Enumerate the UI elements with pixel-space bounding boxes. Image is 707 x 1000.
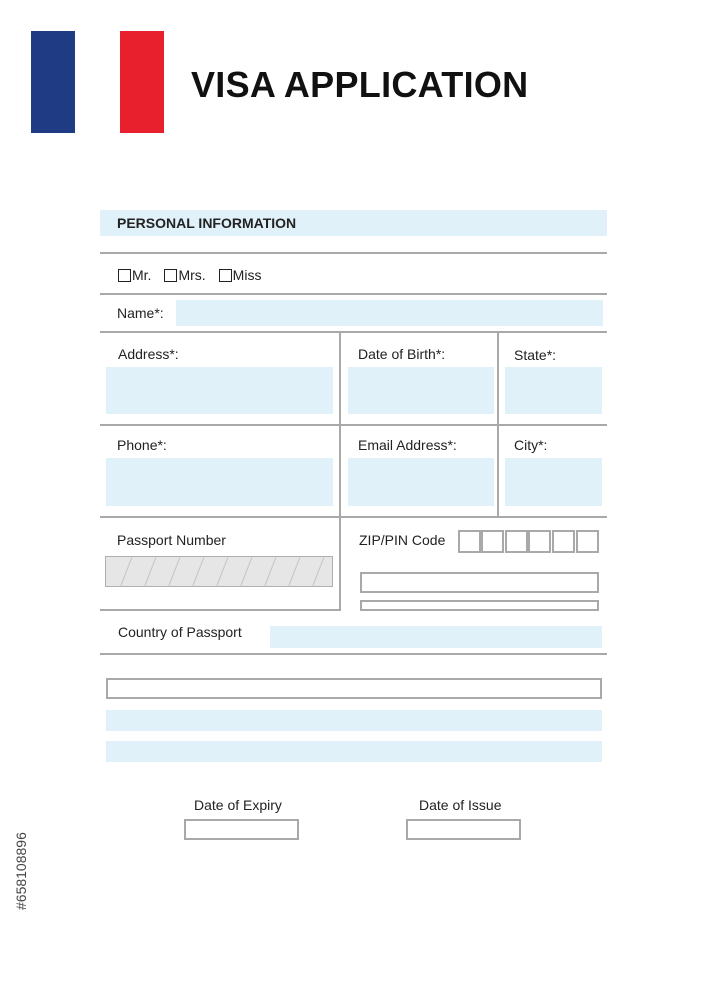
- zip-label: ZIP/PIN Code: [359, 532, 446, 548]
- divider: [100, 516, 607, 518]
- page-title: VISA APPLICATION: [191, 64, 529, 105]
- column-divider: [497, 331, 499, 518]
- zip-digit-box[interactable]: [528, 530, 551, 553]
- divider: [100, 252, 607, 254]
- email-field[interactable]: [348, 458, 494, 506]
- salutation-label: Miss: [232, 267, 262, 283]
- date-of-expiry-label: Date of Expiry: [194, 797, 282, 813]
- column-divider: [339, 331, 341, 611]
- date-of-issue-field[interactable]: [406, 819, 521, 840]
- country-of-passport-field[interactable]: [270, 626, 602, 648]
- blank-field[interactable]: [106, 678, 602, 699]
- date-of-issue-label: Date of Issue: [419, 797, 502, 813]
- blank-field[interactable]: [106, 710, 602, 731]
- zip-extra-field-2[interactable]: [360, 600, 599, 611]
- date-of-birth-field[interactable]: [348, 367, 494, 414]
- salutation-mr[interactable]: [118, 267, 151, 283]
- phone-field[interactable]: [106, 458, 333, 506]
- flag-red-stripe: [120, 31, 164, 133]
- name-field[interactable]: [176, 300, 603, 326]
- divider: [100, 609, 340, 611]
- state-label: State*:: [514, 347, 557, 363]
- zip-extra-field[interactable]: [360, 572, 599, 593]
- salutation-group: [118, 267, 261, 283]
- checkbox[interactable]: [219, 269, 232, 282]
- zip-digit-box[interactable]: [505, 530, 528, 553]
- address-field[interactable]: [106, 367, 333, 414]
- divider: [100, 293, 607, 295]
- country-of-passport-label: Country of Passport: [118, 624, 242, 640]
- address-label: Address*:: [118, 346, 179, 362]
- passport-number-field[interactable]: [105, 556, 333, 587]
- section-title: PERSONAL INFORMATION: [117, 215, 297, 231]
- passport-number-label: Passport Number: [117, 532, 226, 548]
- salutation-miss[interactable]: [219, 267, 262, 283]
- zip-code-boxes[interactable]: [458, 530, 599, 553]
- zip-digit-box[interactable]: [576, 530, 599, 553]
- salutation-label: Mr.: [132, 267, 152, 283]
- date-of-expiry-field[interactable]: [184, 819, 299, 840]
- email-label: Email Address*:: [358, 437, 457, 453]
- salutation-label: Mrs.: [178, 267, 206, 283]
- city-label: City*:: [514, 437, 548, 453]
- phone-label: Phone*:: [117, 437, 167, 453]
- checkbox[interactable]: [118, 269, 131, 282]
- city-field[interactable]: [505, 458, 602, 506]
- watermark-id: [8, 760, 32, 910]
- divider: [100, 653, 607, 655]
- watermark-id-text: #658108896: [13, 832, 29, 910]
- date-of-birth-label: Date of Birth*:: [358, 346, 446, 362]
- flag-blue-stripe: [31, 31, 75, 133]
- divider: [100, 424, 607, 426]
- checkbox[interactable]: [164, 269, 177, 282]
- blank-field[interactable]: [106, 741, 602, 762]
- divider: [100, 331, 607, 333]
- state-field[interactable]: [505, 367, 602, 414]
- salutation-mrs[interactable]: [164, 267, 205, 283]
- zip-digit-box[interactable]: [481, 530, 504, 553]
- zip-digit-box[interactable]: [552, 530, 575, 553]
- zip-digit-box[interactable]: [458, 530, 481, 553]
- name-label: Name*:: [117, 305, 164, 321]
